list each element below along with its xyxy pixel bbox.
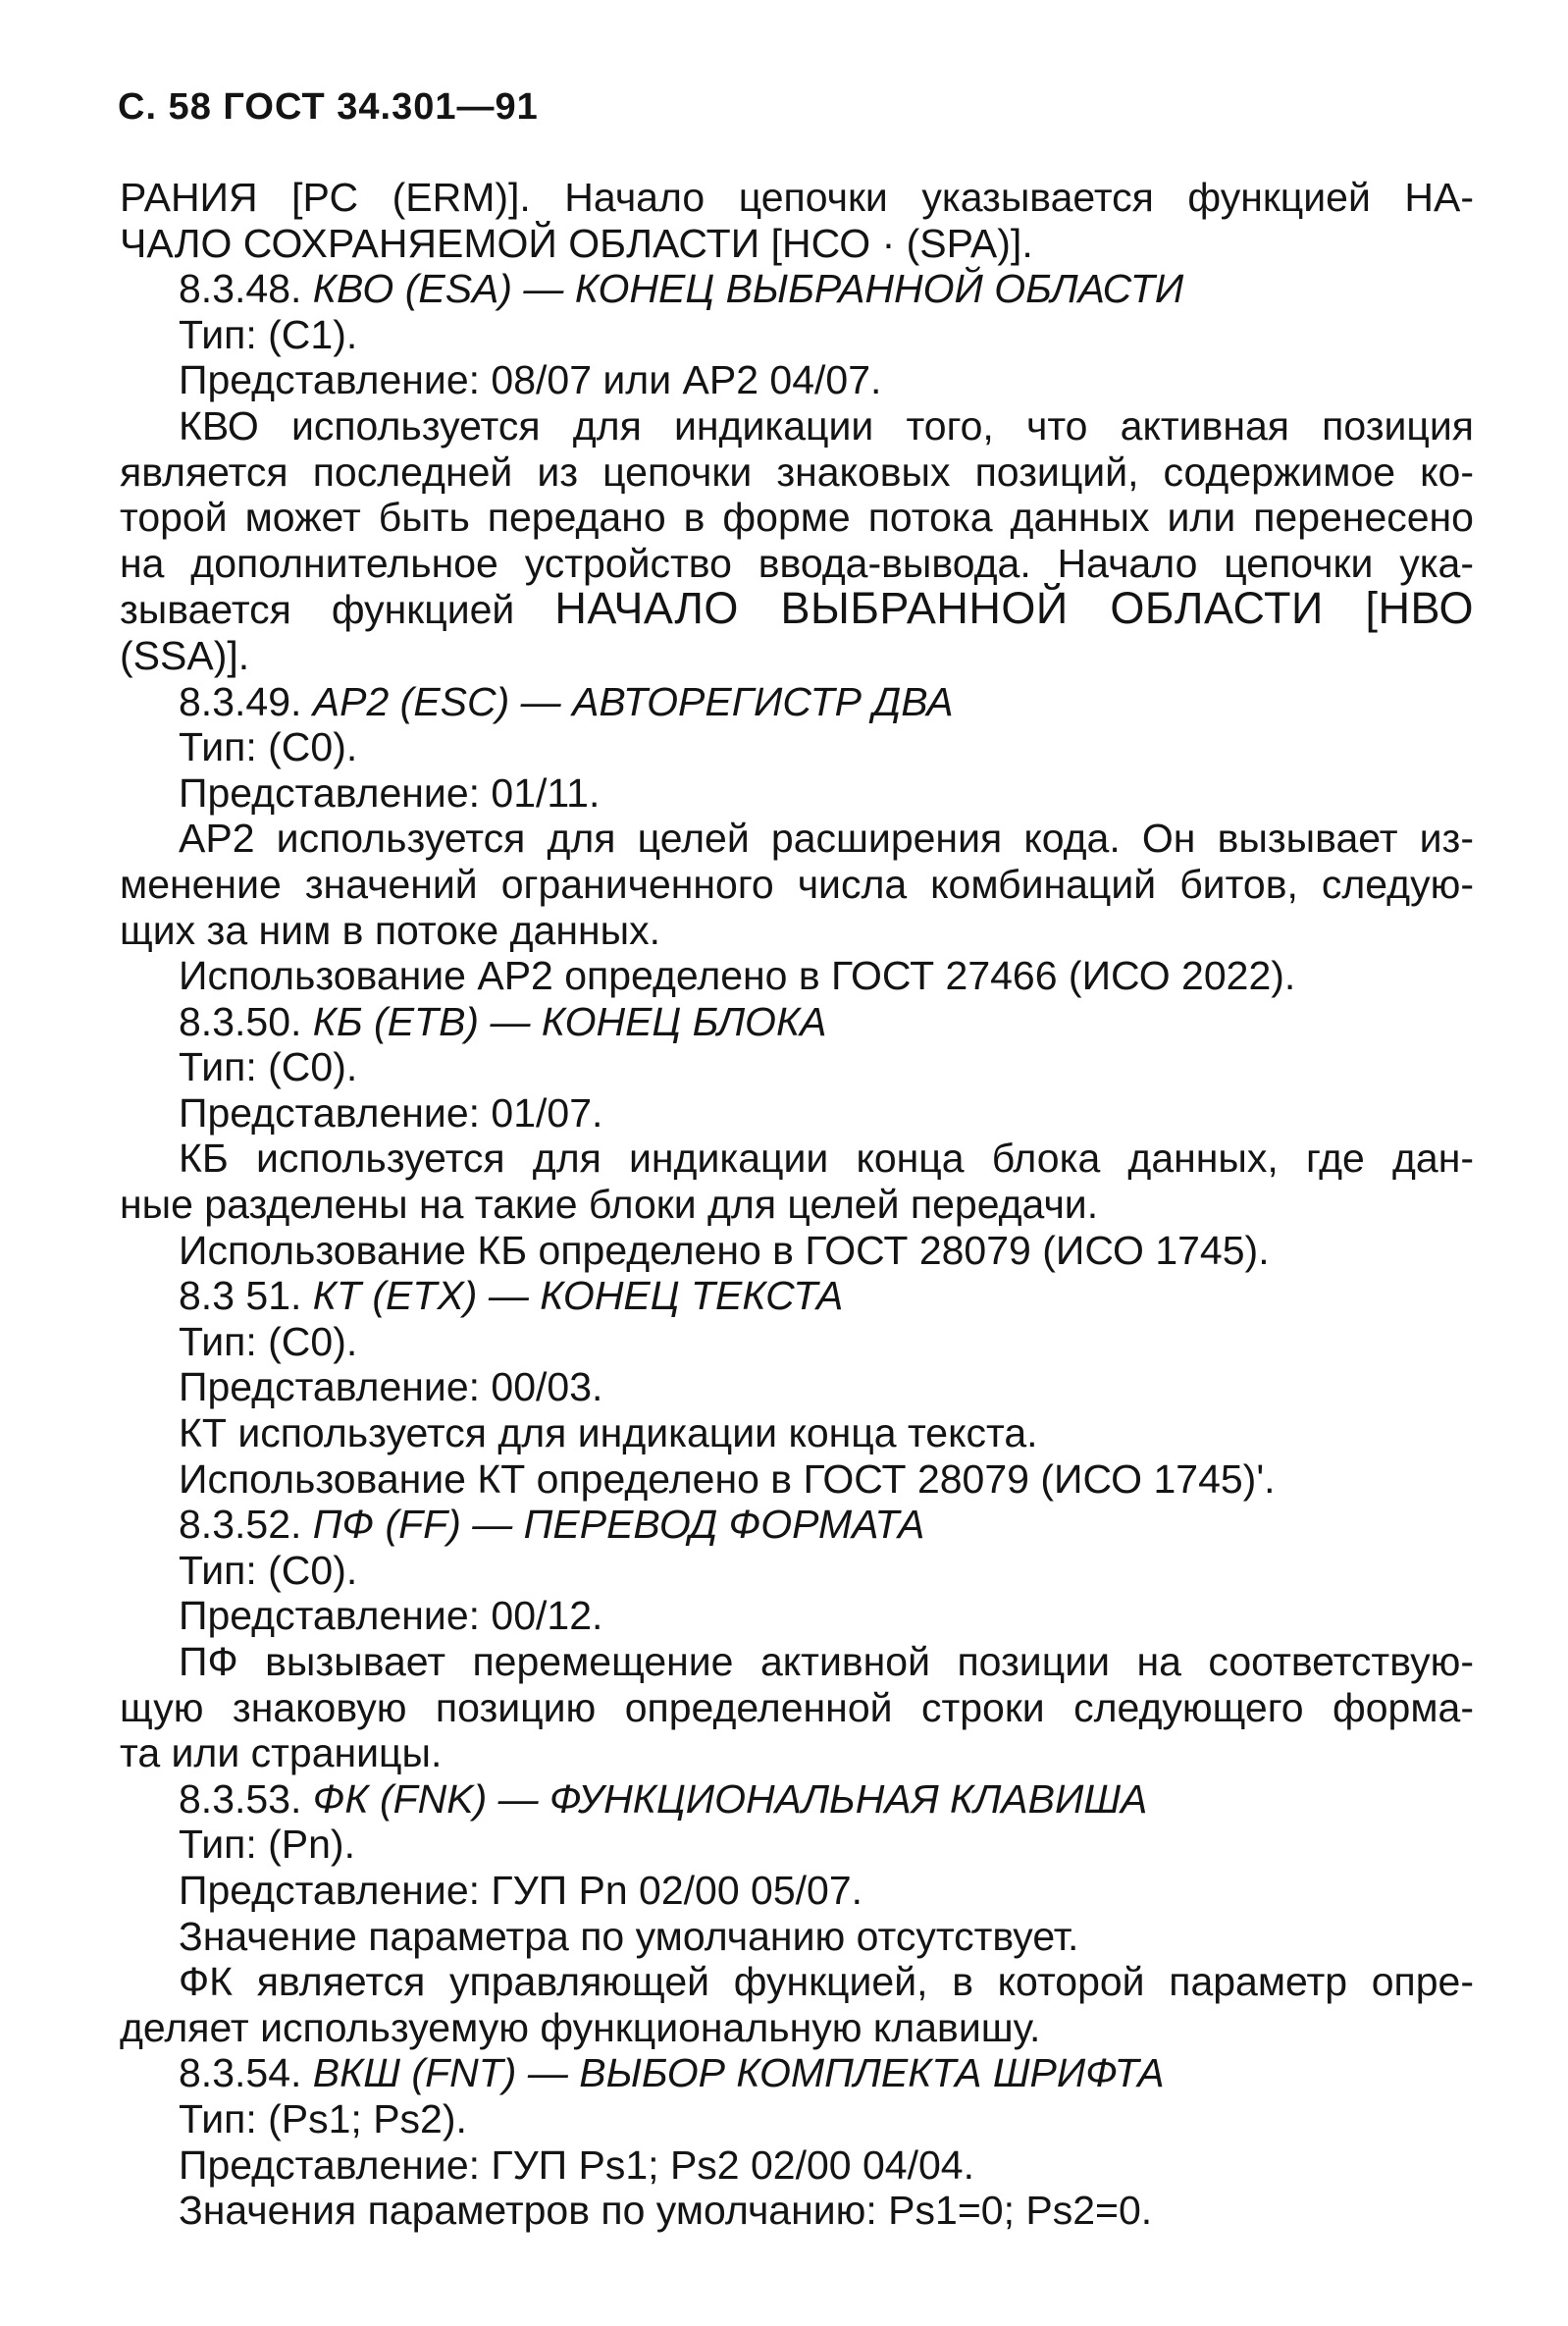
text-line: Значения параметров по умолчанию: Ps1=0; Ps2=0. xyxy=(179,2188,1153,2234)
page-header: С. 58 ГОСТ 34.301—91 xyxy=(118,86,539,128)
text-line: Представление: ГУП Pn 02/00 05/07. xyxy=(179,1867,863,1913)
text-line: РАНИЯ [РС (ERM)]. Начало цепочки указывается функцией НА- xyxy=(120,175,1474,220)
section-number: 8.3.48. xyxy=(179,266,302,312)
section-title: АР2 (ESC) — АВТОРЕГИСТР ДВА xyxy=(312,678,954,724)
section-heading-8-3-53 xyxy=(120,1776,1474,1823)
text-line: ФК является управляющей функцией, в которой параметр опре- xyxy=(179,1959,1474,2005)
section-title: КВО (ESA) — КОНЕЦ ВЫБРАННОЙ ОБЛАСТИ xyxy=(312,266,1184,312)
section-heading-8-3-49 xyxy=(120,679,1474,725)
section-number: 8.3.52. xyxy=(179,1502,302,1548)
text-line: на дополнительное устройство ввода-вывода. Начало цепочки ука- xyxy=(120,540,1474,586)
text-line: Использование КБ определено в ГОСТ 28079 (ИСО 1745). xyxy=(179,1227,1270,1273)
section-heading-8-3-48 xyxy=(120,266,1474,312)
section-number: 8.3.54. xyxy=(179,2050,302,2096)
text-line: Тип: (C0). xyxy=(179,724,358,770)
text-line: (SSA)]. xyxy=(120,632,250,678)
section-title: ПФ (FF) — ПЕРЕВОД ФОРМАТА xyxy=(312,1502,925,1548)
section-title: КТ (ETX) — КОНЕЦ ТЕКСТА xyxy=(312,1273,844,1319)
text-line: Тип: (C0). xyxy=(179,1318,358,1364)
text-line xyxy=(120,583,1474,634)
text-line: ЧАЛО СОХРАНЯЕМОЙ ОБЛАСТИ [НСО · (SPA)]. xyxy=(120,220,1033,266)
text-line: Использование КТ определено в ГОСТ 28079 (ИСО 1745)'. xyxy=(179,1455,1276,1502)
text-line: Тип: (C0). xyxy=(179,1044,358,1090)
text-line: ПФ вызывает перемещение активной позиции на соответствую- xyxy=(179,1639,1474,1684)
section-title: ВКШ (FNT) — ВЫБОР КОМПЛЕКТА ШРИФТА xyxy=(312,2050,1165,2096)
text-line: АР2 используется для целей расширения кода. Он вызывает из- xyxy=(179,816,1474,862)
section-title: КБ (ЕТВ) — КОНЕЦ БЛОКА xyxy=(312,998,827,1044)
text-line: щих за ним в потоке данных. xyxy=(120,907,660,953)
text-line: КВО используется для индикации того, что активная позиция xyxy=(179,402,1474,449)
text-line: является последней из цепочки знаковых позиций, содержимое ко- xyxy=(120,449,1474,495)
text-line: Представление: 08/07 или АР2 04/07. xyxy=(179,357,882,403)
section-heading-8-3-50 xyxy=(120,999,1474,1045)
section-number: 8.3 51. xyxy=(179,1273,302,1319)
text-line: щую знаковую позицию определенной строки следующего форма- xyxy=(120,1684,1474,1730)
text-line: та или страницы. xyxy=(120,1730,443,1776)
text-line: Представление: 00/03. xyxy=(179,1364,603,1410)
text-fragment: зывается функцией xyxy=(120,587,515,633)
text-line: Представление: 01/11. xyxy=(179,769,601,816)
section-number: 8.3.50. xyxy=(179,998,302,1044)
text-line: Представление: ГУП Ps1; Ps2 02/00 04/04. xyxy=(179,2141,974,2188)
text-line: Значение параметра по умолчанию отсутствует. xyxy=(179,1913,1079,1959)
text-line: менение значений ограниченного числа комбинаций битов, следую- xyxy=(120,861,1474,907)
section-heading-8-3-54 xyxy=(120,2050,1474,2096)
text-fragment-large: НАЧАЛО ВЫБРАННОЙ ОБЛАСТИ [НВО xyxy=(554,583,1474,634)
text-line: торой может быть передано в форме потока данных или перенесено xyxy=(120,495,1474,541)
text-line: Представление: 01/07. xyxy=(179,1089,603,1136)
text-line: Тип: (Pn). xyxy=(179,1822,355,1868)
page-body xyxy=(120,175,1474,2234)
text-line: Тип: (C0). xyxy=(179,1547,358,1593)
text-line: Тип: (C1). xyxy=(179,311,358,357)
text-line: деляет используемую функциональную клавишу. xyxy=(120,2004,1041,2050)
section-number: 8.3.49. xyxy=(179,678,302,724)
text-line: Тип: (Ps1; Ps2). xyxy=(179,2095,467,2141)
text-line: КБ используется для индикации конца блока данных, где дан- xyxy=(179,1136,1474,1182)
section-title: ФК (FNK) — ФУНКЦИОНАЛЬНАЯ КЛАВИША xyxy=(312,1775,1148,1822)
section-heading-8-3-51 xyxy=(120,1273,1474,1319)
section-number: 8.3.53. xyxy=(179,1775,302,1822)
text-line: ные разделены на такие блоки для целей передачи. xyxy=(120,1182,1099,1228)
text-line: Представление: 00/12. xyxy=(179,1593,603,1639)
text-line: КТ используется для индикации конца текста. xyxy=(179,1410,1038,1456)
section-heading-8-3-52 xyxy=(120,1502,1474,1548)
text-line: Использование АР2 определено в ГОСТ 27466 (ИСО 2022). xyxy=(179,953,1296,999)
